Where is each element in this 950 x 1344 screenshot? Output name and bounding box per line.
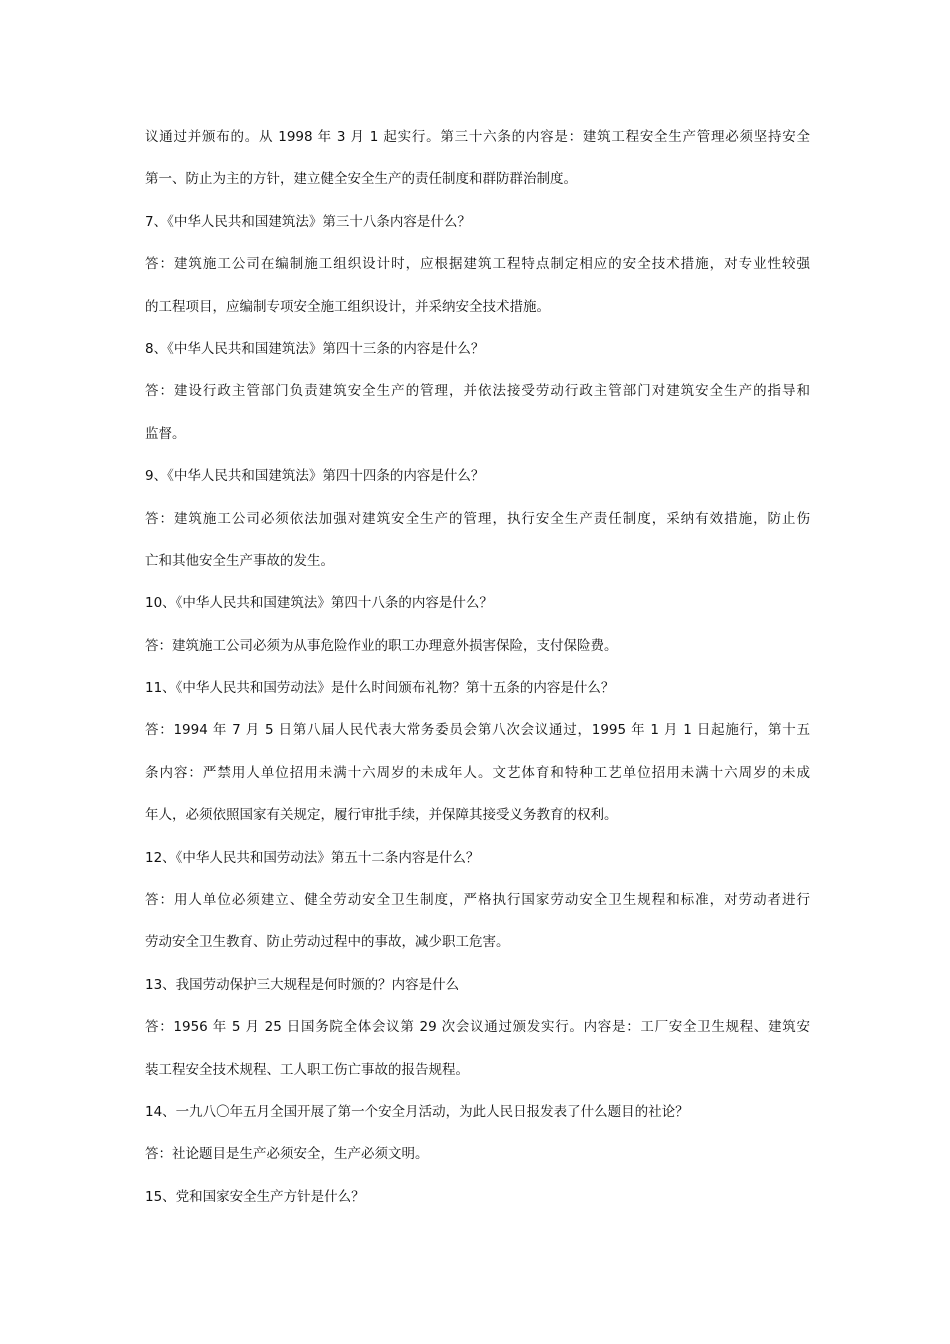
document-body [145, 122, 810, 1224]
answer-line: 年人，必须依照国家有关规定，履行审批手续，并保障其接受义务教育的权利。 [145, 807, 618, 824]
answer-line: 答：建筑施工公司必须依法加强对建筑安全生产的管理，执行安全生产责任制度，采纳有效措施，防止伤 [145, 510, 810, 527]
answer-line: 答：1994 年 7 月 5 日第八届人民代表大常务委员会第八次会议通过，1995 年 1 月 1 日起施行，第十五 [145, 722, 810, 739]
question-line: 7、《中华人民共和国建筑法》第三十八条内容是什么？ [145, 213, 471, 230]
answer-line: 装工程安全技术规程、工人职工伤亡事故的报告规程。 [145, 1061, 469, 1078]
answer-line: 答：1956 年 5 月 25 日国务院全体会议第 29 次会议通过颁发实行。内容是：工厂安全卫生规程、建筑安 [145, 1019, 810, 1036]
paragraph-line: 第一、防止为主的方针，建立健全安全生产的责任制度和群防群治制度。 [145, 171, 577, 188]
answer-line: 答：用人单位必须建立、健全劳动安全卫生制度，严格执行国家劳动安全卫生规程和标准，对劳动者进行 [145, 892, 810, 909]
question-line: 11、《中华人民共和国劳动法》是什么时间颁布礼物？第十五条的内容是什么？ [145, 680, 615, 697]
question-line: 8、《中华人民共和国建筑法》第四十三条的内容是什么？ [145, 340, 485, 357]
question-line: 9、《中华人民共和国建筑法》第四十四条的内容是什么？ [145, 468, 485, 485]
answer-line: 答：建筑施工公司必须为从事危险作业的职工办理意外损害保险，支付保险费。 [145, 637, 618, 654]
answer-line: 劳动安全卫生教育、防止劳动过程中的事故，减少职工危害。 [145, 934, 510, 951]
answer-line: 答：建设行政主管部门负责建筑安全生产的管理，并依法接受劳动行政主管部门对建筑安全生产的指导和 [145, 383, 810, 400]
answer-line: 条内容：严禁用人单位招用未满十六周岁的未成年人。文艺体育和特种工艺单位招用未满十六周岁的未成 [145, 764, 810, 781]
answer-line: 答：建筑施工公司在编制施工组织设计时，应根据建筑工程特点制定相应的安全技术措施，对专业性较强 [145, 256, 810, 273]
answer-line: 答：社论题目是生产必须安全，生产必须文明。 [145, 1146, 429, 1163]
answer-line: 的工程项目，应编制专项安全施工组织设计，并采纳安全技术措施。 [145, 298, 550, 315]
paragraph-line: 议通过并颁布的。从 1998 年 3 月 1 起实行。第三十六条的内容是：建筑工程安全生产管理必须坚持安全 [145, 129, 810, 145]
answer-line: 亡和其他安全生产事故的发生。 [145, 552, 334, 569]
question-line: 14、一九八〇年五月全国开展了第一个安全月活动，为此人民日报发表了什么题目的社论？ [145, 1103, 689, 1120]
answer-line: 监督。 [145, 425, 186, 442]
question-line: 13、我国劳动保护三大规程是何时颁的？内容是什么 [145, 976, 460, 993]
question-line: 10、《中华人民共和国建筑法》第四十八条的内容是什么？ [145, 595, 493, 612]
question-line: 12、《中华人民共和国劳动法》第五十二条内容是什么？ [145, 849, 480, 866]
question-line: 15、党和国家安全生产方针是什么？ [145, 1188, 365, 1205]
